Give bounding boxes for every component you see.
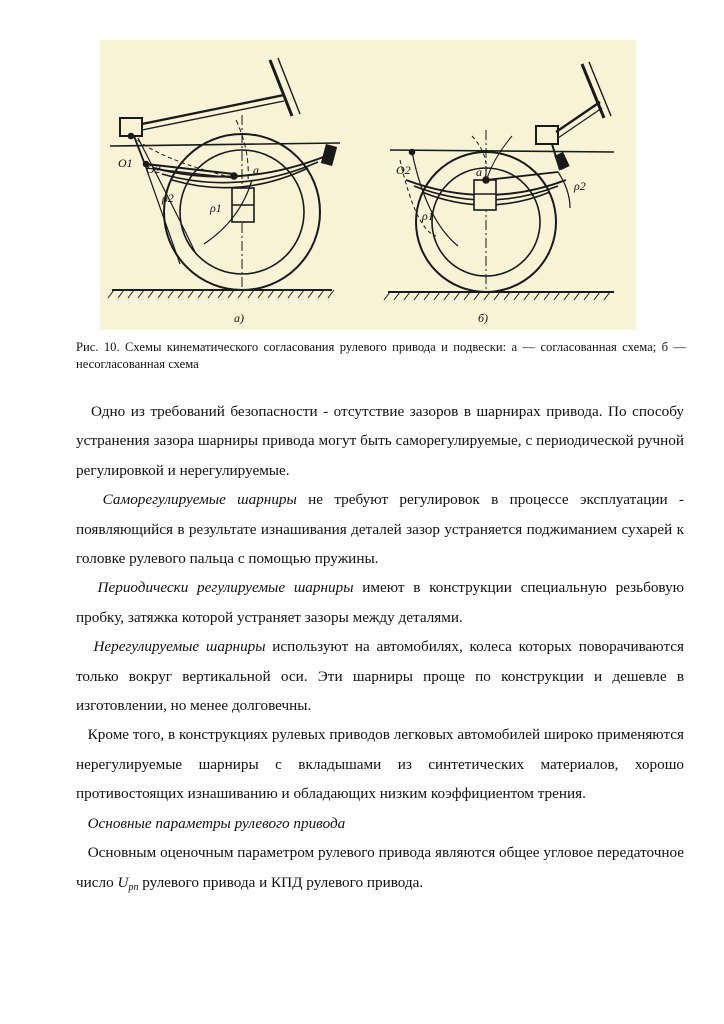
figure-caption: Рис. 10. Схемы кинематического согласования рулевого привода и подвески: а — согласованная схема; б — несогласованная схема [76,340,686,371]
term-self-adjusting: Саморегулируемые шарниры [102,491,297,509]
paragraph-1 [76,397,684,485]
label-o2-a: O2 [146,162,161,176]
paragraph-2-text: не требуют регулировок в процессе эксплуатации - появляющийся в результате изнашивания деталей зазор устраняется поджиманием сухарей к головке рулевого пальца с помощью пружины. [76,491,684,568]
paragraph-5-text: Кроме того, в конструкциях рулевых приводов легковых автомобилей широко применяются нерегулируемые шарниры с вкладышами из синтетических материалов, хорошо противостоящих изнашиванию и обладающих низким коэффициентом трения. [76,726,684,803]
paragraph-3-text: имеют в конструкции специальную резьбовую пробку, затяжка которой устраняет зазоры между деталями. [76,579,685,626]
symbol-subscript: рп [128,881,139,893]
paragraph-7 [76,838,684,902]
paragraph-4-text: используют на автомобилях, колеса которых поворачиваются только вокруг вертикальной оси. Эти шарниры проще по конструкции и дешевле в изготовлении, но менее долговечны. [76,638,684,715]
label-rho2-b: ρ2 [574,179,586,193]
section-heading-text: Основные параметры рулевого привода [87,814,346,832]
panel-a-label: а) [234,311,244,325]
section-heading [76,809,684,838]
label-o2-b: O2 [396,163,411,177]
label-rho2-a: ρ2 [162,191,174,205]
label-rho1-b: ρ1 [422,209,434,223]
paragraph-2 [76,485,684,573]
paragraph-1-text: Одно из требований безопасности - отсутствие зазоров в шарнирах привода. По способу устранения зазора шарниры привода могут быть саморегулируемые, с периодической ручной регулировкой и нерегулируемые. [76,403,685,479]
label-o1-a: O1 [118,156,133,170]
term-periodically-adjusted: Периодически регулируемые шарниры [97,579,354,597]
paragraph-7-pre: Основным оценочным параметром рулевого привода являются общее угловое передаточное число [76,844,684,891]
panel-a [108,58,340,298]
steering-suspension-diagram [100,40,636,330]
figure-10 [100,40,636,330]
paragraph-5 [76,720,684,808]
symbol-u: U [117,873,129,891]
label-a-a: a [253,163,259,177]
panel-b-label: б) [478,311,489,325]
paragraph-3 [76,573,684,632]
term-non-adjustable: Нерегулируемые шарниры [93,638,266,656]
body-text [76,397,684,902]
paragraph-7-post: рулевого привода и КПД рулевого привода. [138,873,424,891]
paragraph-4 [76,632,684,720]
label-rho1-a: ρ1 [210,201,222,215]
label-a-b: a [476,165,482,179]
